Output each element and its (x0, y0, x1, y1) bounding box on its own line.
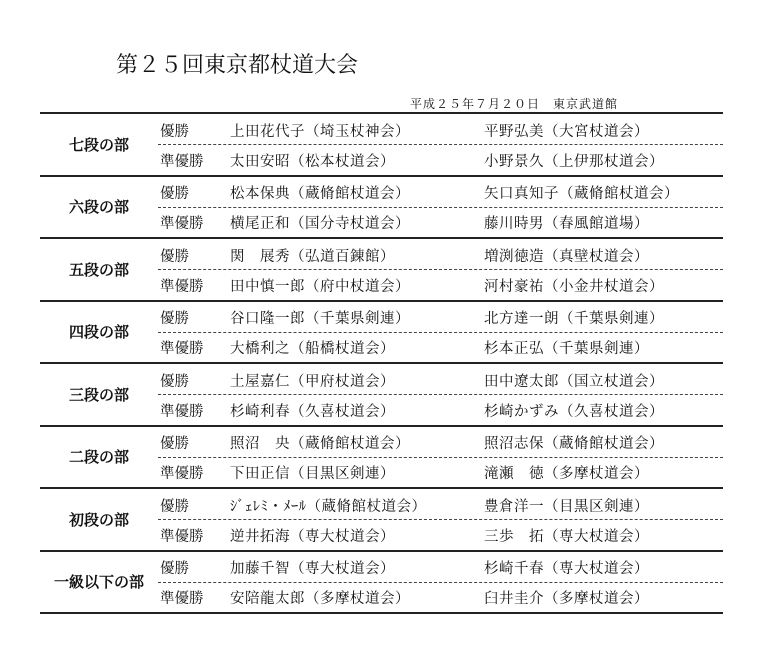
result-row-winner (158, 428, 723, 458)
grade-label: 初段の部 (68, 510, 129, 529)
competitor-a: 逆井拓海（専大杖道会） (230, 528, 395, 545)
section-3dan (40, 364, 723, 427)
rank-label: 優勝 (160, 123, 189, 140)
rank-label: 優勝 (160, 186, 189, 202)
competitor-a: 関 展秀（弘道百錬館） (230, 248, 395, 265)
competitor-b: 藤川時男（春風館道場） (484, 216, 649, 232)
grade-label: 七段の部 (68, 135, 129, 154)
competitor-b: 三歩 拓（専大杖道会） (484, 528, 649, 545)
competitor-a: 杉崎利春（久喜杖道会） (230, 403, 395, 420)
rank-label: 準優勝 (160, 528, 204, 545)
rank-label: 優勝 (160, 311, 189, 327)
competitor-b: 杉本正弘（千葉県剣連） (484, 341, 649, 357)
competitor-a: ｼﾞｪﾚﾐ・ﾒｰﾙ（蔵脩館杖道会） (230, 498, 427, 515)
competitor-b: 滝瀬 徳（多摩杖道会） (484, 466, 649, 482)
competitor-a: 大橋利之（船橋杖道会） (230, 341, 395, 357)
competitor-b: 矢口真知子（蔵脩館杖道会） (484, 186, 679, 202)
grade-label: 三段の部 (68, 385, 129, 404)
competitor-a: 谷口隆一郎（千葉県剣連） (230, 311, 410, 327)
section-5dan (40, 239, 723, 302)
rank-label: 準優勝 (160, 153, 204, 170)
rank-label: 準優勝 (160, 216, 204, 232)
result-row-winner (158, 553, 723, 583)
date-venue: 平成２５年７月２０日 東京武道館 (410, 97, 619, 111)
result-row-runner-up (158, 270, 723, 300)
section-7dan (40, 114, 723, 177)
rank-label: 優勝 (160, 561, 189, 577)
competitor-a: 安陪龍太郎（多摩杖道会） (230, 591, 410, 607)
rank-label: 準優勝 (160, 341, 204, 357)
grade-label: 一級以下の部 (53, 573, 144, 592)
result-row-runner-up (158, 520, 723, 550)
section-1kyu-below (40, 552, 723, 615)
result-row-winner (158, 303, 723, 333)
rank-label: 準優勝 (160, 403, 204, 420)
competitor-a: 太田安昭（松本杖道会） (230, 153, 395, 170)
rank-label: 準優勝 (160, 466, 204, 482)
competitor-b: 臼井圭介（多摩杖道会） (484, 591, 649, 607)
competitor-a: 土屋嘉仁（甲府杖道会） (230, 373, 395, 390)
competitor-b: 豊倉洋一（目黒区剣連） (484, 498, 649, 515)
rank-label: 優勝 (160, 248, 189, 265)
result-row-runner-up (158, 458, 723, 488)
result-row-runner-up (158, 395, 723, 425)
competitor-b: 増渕徳造（真壁杖道会） (484, 248, 649, 265)
competitor-a: 下田正信（目黒区剣連） (230, 466, 395, 482)
rank-label: 優勝 (160, 498, 189, 515)
rank-label: 優勝 (160, 436, 189, 452)
result-row-runner-up (158, 208, 723, 238)
grade-label: 二段の部 (68, 448, 129, 467)
competitor-a: 上田花代子（埼玉杖神会） (230, 123, 410, 140)
competitor-a: 横尾正和（国分寺杖道会） (230, 216, 410, 232)
result-row-winner (158, 240, 723, 270)
section-6dan (40, 177, 723, 240)
result-row-winner (158, 490, 723, 520)
competitor-b: 河村豪祐（小金井杖道会） (484, 278, 664, 295)
rank-label: 優勝 (160, 373, 189, 390)
section-4dan (40, 302, 723, 365)
section-2dan (40, 427, 723, 490)
competitor-a: 照沼 央（蔵脩館杖道会） (230, 436, 410, 452)
results-table (40, 114, 723, 614)
result-row-winner (158, 115, 723, 145)
competitor-a: 松本保典（蔵脩館杖道会） (230, 186, 410, 202)
competitor-b: 杉崎千春（専大杖道会） (484, 561, 649, 577)
rank-label: 準優勝 (160, 278, 204, 295)
competitor-a: 田中慎一郎（府中杖道会） (230, 278, 410, 295)
result-row-runner-up (158, 333, 723, 363)
result-row-winner (158, 365, 723, 395)
competitor-b: 田中遼太郎（国立杖道会） (484, 373, 664, 390)
competitor-b: 照沼志保（蔵脩館杖道会） (484, 436, 664, 452)
document-title: 第２５回東京都杖道大会 (116, 53, 359, 78)
competitor-b: 平野弘美（大宮杖道会） (484, 123, 649, 140)
section-1dan (40, 489, 723, 552)
competitor-b: 小野景久（上伊那杖道会） (484, 153, 664, 170)
result-row-runner-up (158, 145, 723, 175)
competitor-b: 杉崎かずみ（久喜杖道会） (484, 403, 664, 420)
grade-label: 四段の部 (68, 323, 129, 342)
competitor-a: 加藤千智（専大杖道会） (230, 561, 395, 577)
grade-label: 五段の部 (68, 260, 129, 279)
result-row-runner-up (158, 583, 723, 613)
competitor-b: 北方達一朗（千葉県剣連） (484, 311, 664, 327)
grade-label: 六段の部 (68, 198, 129, 217)
rank-label: 準優勝 (160, 591, 204, 607)
result-row-winner (158, 178, 723, 208)
